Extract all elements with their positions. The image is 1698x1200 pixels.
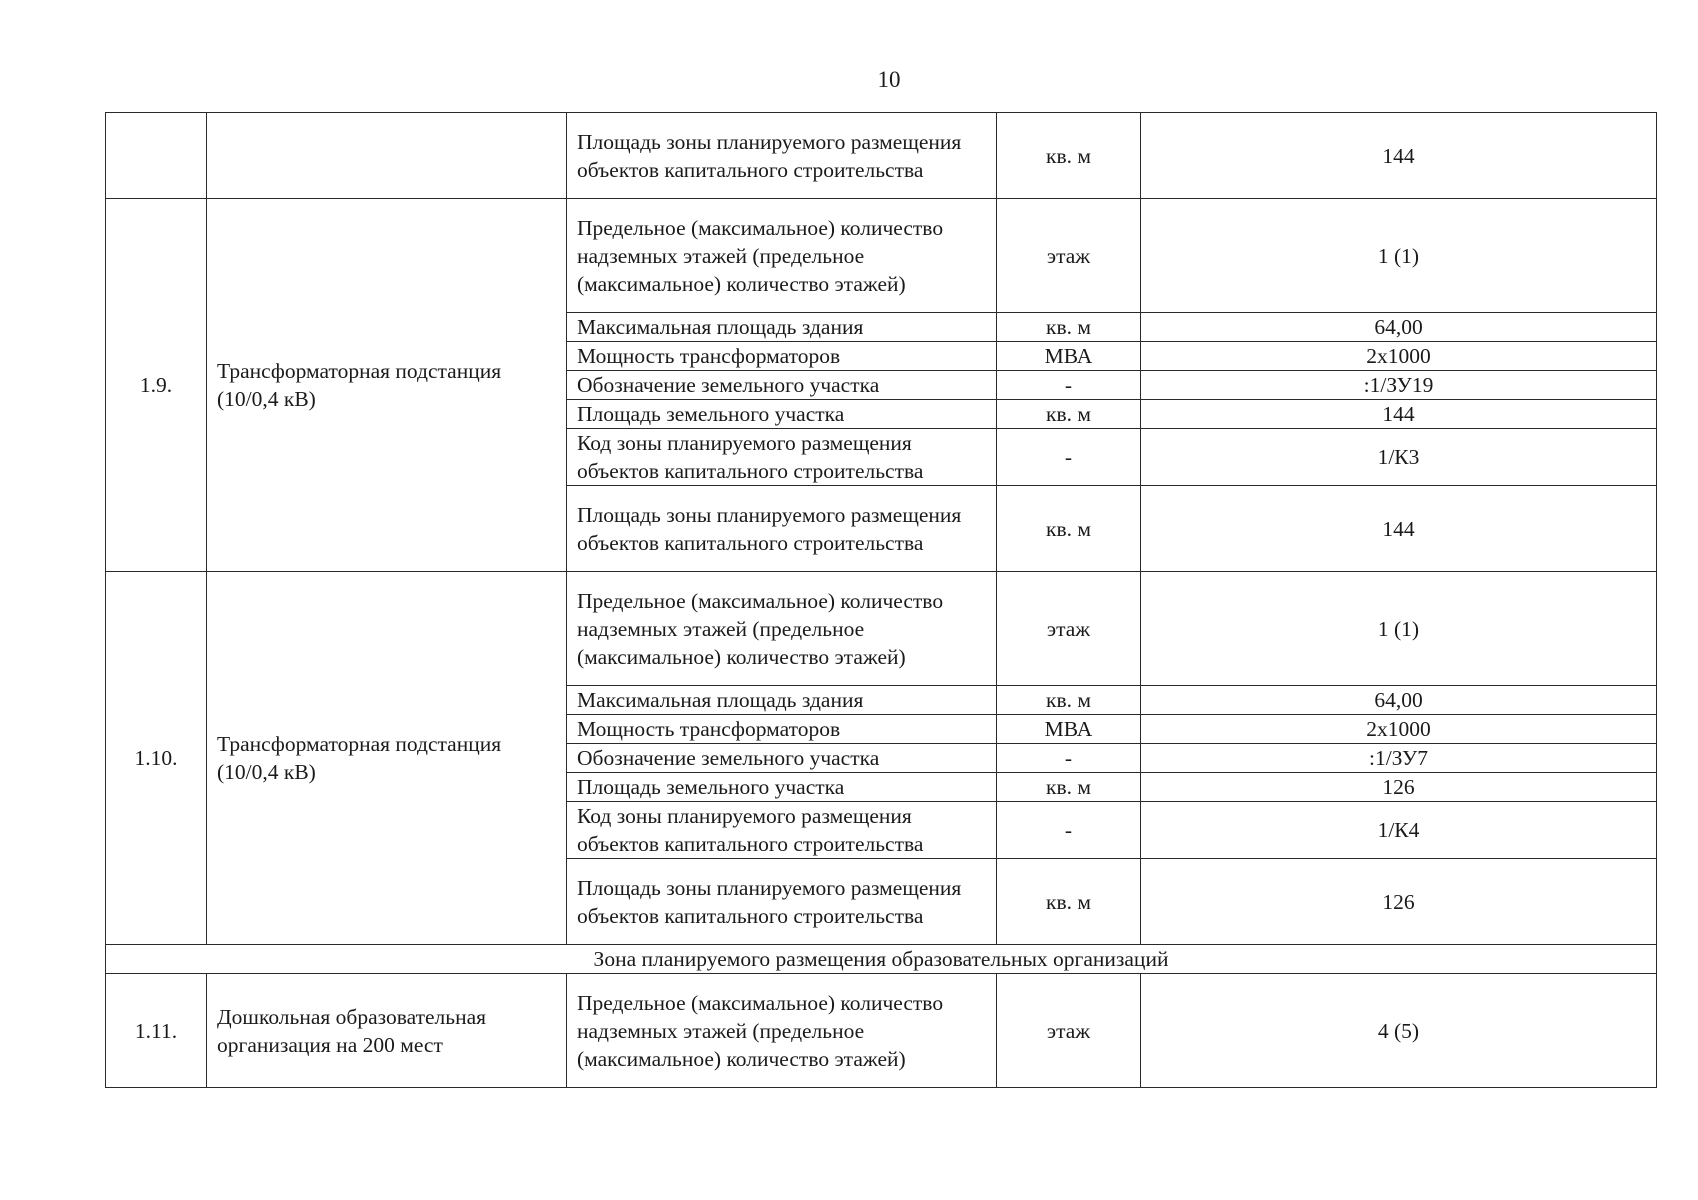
value-cell: 126 [1141,859,1657,945]
unit-cell: - [997,744,1141,773]
unit-cell: МВА [997,715,1141,744]
table-row [106,199,1657,313]
value-cell: :1/ЗУ19 [1141,371,1657,400]
unit-cell: кв. м [997,686,1141,715]
object-name: Трансформаторная подстанция (10/0,4 кВ) [207,572,567,945]
object-number: 1.10. [106,572,207,945]
unit-cell: кв. м [997,113,1141,199]
unit-cell: - [997,429,1141,486]
parameter-cell: Предельное (максимальное) количество надземных этажей (предельное (максимальное) количество этажей) [567,572,997,686]
value-cell: 1 (1) [1141,572,1657,686]
value-cell: 126 [1141,773,1657,802]
parameter-cell: Максимальная площадь здания [567,313,997,342]
value-cell: :1/ЗУ7 [1141,744,1657,773]
unit-cell: кв. м [997,400,1141,429]
object-name: Трансформаторная подстанция (10/0,4 кВ) [207,199,567,572]
unit-cell: кв. м [997,313,1141,342]
object-number: 1.9. [106,199,207,572]
value-cell: 144 [1141,400,1657,429]
object-name-cell [207,113,567,199]
unit-cell: - [997,371,1141,400]
value-cell: 1 (1) [1141,199,1657,313]
unit-cell: МВА [997,342,1141,371]
value-cell: 1/К4 [1141,802,1657,859]
parameter-cell: Обозначение земельного участка [567,371,997,400]
value-cell: 64,00 [1141,686,1657,715]
unit-cell: этаж [997,199,1141,313]
parameter-cell: Мощность трансформаторов [567,715,997,744]
value-cell: 1/К3 [1141,429,1657,486]
value-cell: 144 [1141,113,1657,199]
unit-cell: кв. м [997,859,1141,945]
object-name: Дошкольная образовательная организация на 200 мест [207,974,567,1088]
table-row [106,113,1657,199]
parameter-cell: Площадь зоны планируемого размещения объектов капитального строительства [567,486,997,572]
parameter-cell: Предельное (максимальное) количество надземных этажей (предельное (максимальное) количество этажей) [567,974,997,1088]
value-cell: 2х1000 [1141,715,1657,744]
parameter-cell: Мощность трансформаторов [567,342,997,371]
page-number: 10 [877,67,901,92]
parameter-cell: Код зоны планируемого размещения объектов капитального строительства [567,429,997,486]
unit-cell: кв. м [997,486,1141,572]
parameter-cell: Код зоны планируемого размещения объектов капитального строительства [567,802,997,859]
table-row [106,572,1657,686]
section-header-row [106,945,1657,974]
unit-cell: кв. м [997,773,1141,802]
parameters-table [105,112,1657,1088]
parameter-cell: Обозначение земельного участка [567,744,997,773]
unit-cell: этаж [997,974,1141,1088]
parameter-cell: Площадь земельного участка [567,400,997,429]
value-cell: 2х1000 [1141,342,1657,371]
value-cell: 64,00 [1141,313,1657,342]
object-number: 1.11. [106,974,207,1088]
parameter-cell: Площадь зоны планируемого размещения объектов капитального строительства [567,113,997,199]
parameter-cell: Площадь земельного участка [567,773,997,802]
value-cell: 144 [1141,486,1657,572]
value-cell: 4 (5) [1141,974,1657,1088]
section-header: Зона планируемого размещения образовательных организаций [106,945,1657,974]
unit-cell: - [997,802,1141,859]
table-row [106,974,1657,1088]
parameter-cell: Площадь зоны планируемого размещения объектов капитального строительства [567,859,997,945]
unit-cell: этаж [997,572,1141,686]
parameter-cell: Предельное (максимальное) количество надземных этажей (предельное (максимальное) количество этажей) [567,199,997,313]
parameter-cell: Максимальная площадь здания [567,686,997,715]
number-cell [106,113,207,199]
